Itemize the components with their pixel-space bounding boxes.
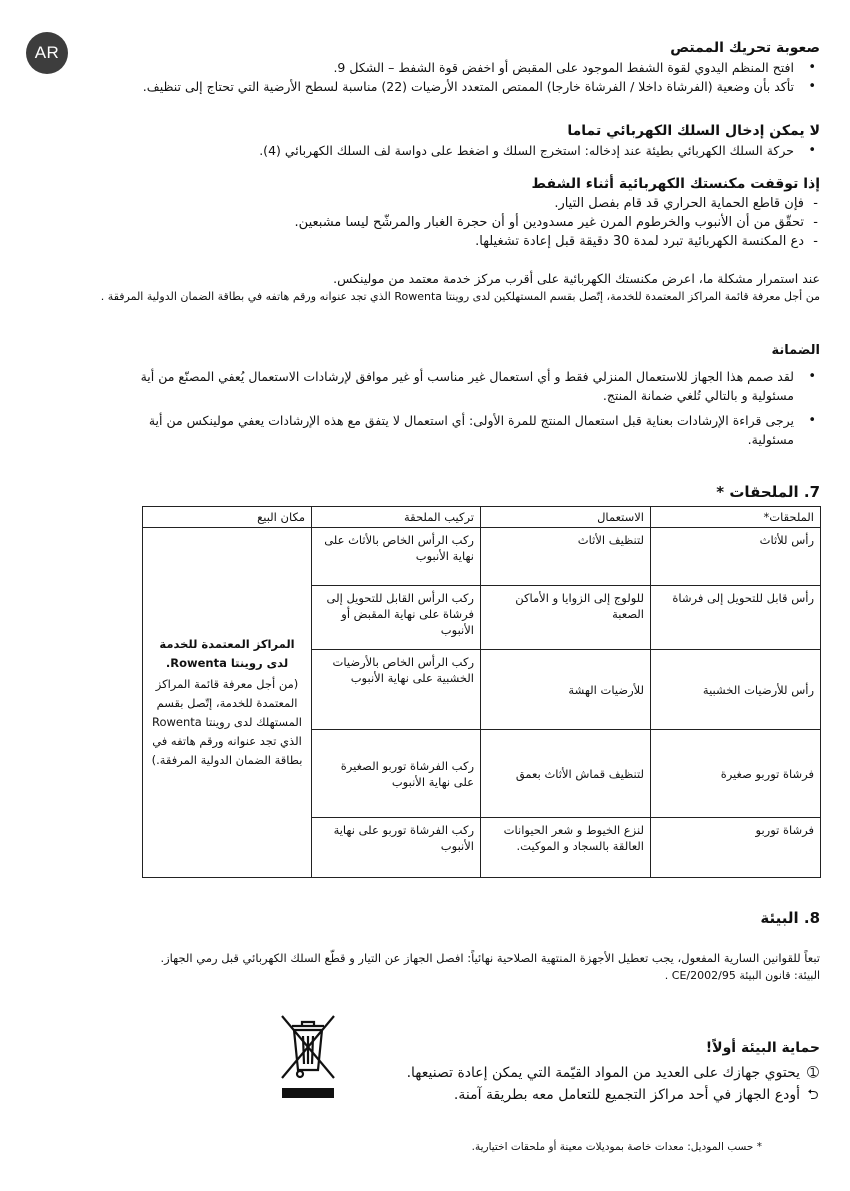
- fitting-cell: ركب الرأس الخاص بالأثاث على نهاية الأنبوب: [312, 528, 481, 586]
- column-header: الملحقات*: [651, 507, 821, 528]
- accessory-cell: رأس للأرضيات الخشبية: [651, 650, 821, 730]
- section-protect-environment: [350, 1038, 820, 1106]
- accessory-cell: فرشاة توربو صغيرة: [651, 730, 821, 818]
- section-vacuum-stops: [100, 174, 820, 251]
- section-title: إذا توقفت مكنستك الكهربائية أثناء الشفط: [531, 176, 820, 192]
- section-title: حماية البيئة أولاً!: [705, 1040, 820, 1056]
- column-header: الاستعمال: [481, 507, 651, 528]
- table-header-row: [143, 507, 821, 528]
- fitting-cell: ركب الفرشاة توربو الصغيرة على نهاية الأنبوب: [312, 730, 481, 818]
- usage-cell: لتنظيف قماش الأثاث بعمق: [481, 730, 651, 818]
- list-item: - فإن قاطع الحماية الحراري قد قام بفصل التيار.: [100, 194, 820, 213]
- column-header: تركيب الملحقة: [312, 507, 481, 528]
- table-row: [143, 528, 821, 586]
- accessories-table: [142, 506, 821, 878]
- environment-law: البيئة: قانون البيئة 2002/95/CE .: [664, 969, 820, 982]
- fitting-cell: ركب الرأس القابل للتحويل إلى فرشاة على نهاية المقبض أو الأنبوب: [312, 586, 481, 650]
- section-title: 8. البيئة: [760, 909, 820, 927]
- list-item: - تحقّق من أن الأنبوب والخرطوم المرن غير مسدودين أو أن حجرة الغبار والمرشّح ليسا مشبعين.: [100, 213, 820, 232]
- section-suction-difficulty: [100, 38, 820, 96]
- service-info: [100, 270, 820, 305]
- recycle-info-icon: ➀: [807, 1065, 819, 1081]
- section-environment-header: [100, 908, 820, 928]
- seller-text: (من أجل معرفة قائمة المراكز المعتمدة للخدمة، إتّصل بقسم المستهلك لدى روينتا Rowenta الذي تجد عنوانه ورقم هاتفه في بطاقة الضمان الدولية المرفقة.): [151, 677, 303, 767]
- list-item: • يرجى قراءة الإرشادات بعناية قبل استعمال المنتج للمرة الأولى: أي استعمال لا يتفق مع هذه الإرشادات يعفي مولينكس من أية مسئولية.: [100, 411, 820, 449]
- bullet-list: [100, 141, 820, 160]
- usage-cell: للولوج إلى الزوايا و الأماكن الصعبة: [481, 586, 651, 650]
- section-title: 7. الملحقات *: [716, 483, 820, 501]
- section-warranty: [100, 341, 820, 449]
- bullet-list: [100, 58, 820, 96]
- section-cord-rewind: [100, 121, 820, 160]
- fitting-cell: ركب الرأس الخاص بالأرضيات الخشبية على نهاية الأنبوب: [312, 650, 481, 730]
- fitting-cell: ركب الفرشاة توربو على نهاية الأنبوب: [312, 818, 481, 878]
- section-accessories-header: [100, 482, 820, 502]
- usage-cell: للأرضيات الهشة: [481, 650, 651, 730]
- footnote: * حسب الموديل: معدات خاصة بموديلات معينة أو ملحقات اختيارية.: [471, 1141, 762, 1153]
- dash-list: [100, 194, 820, 251]
- recycle-text: يحتوي جهازك على العديد من المواد القيّمة التي يمكن إعادة تصنيعها.: [406, 1065, 800, 1081]
- accessory-cell: رأس قابل للتحويل إلى فرشاة: [651, 586, 821, 650]
- usage-cell: لتنظيف الأثاث: [481, 528, 651, 586]
- environment-text: تبعاً للقوانين السارية المفعول، يجب تعطيل الأجهزة المنتهية الصلاحية نهائياً: افصل الجهاز عن التيار و قطّع السلك الكهربائي قبل رمي الجهاز.: [160, 951, 820, 965]
- section-title: صعوبة تحريك الممتص: [670, 40, 820, 56]
- language-badge: AR: [26, 32, 68, 74]
- service-text: عند استمرار مشكلة ما، اعرض مكنستك الكهربائية على أقرب مركز خدمة معتمد من مولينكس.: [333, 271, 820, 286]
- point-of-sale-cell: [143, 528, 312, 878]
- accessory-cell: رأس للأثاث: [651, 528, 821, 586]
- section-title: الضمانة: [771, 343, 820, 358]
- collection-text: أودع الجهاز في أحد مراكز التجميع للتعامل معه بطريقة آمنة.: [453, 1087, 800, 1103]
- column-header: مكان البيع: [143, 507, 312, 528]
- bullet-list: [100, 367, 820, 449]
- section-title: لا يمكن إدخال السلك الكهربائي تماما: [567, 123, 820, 139]
- return-arrow-icon: ⮌: [807, 1087, 819, 1103]
- service-contact-text: من أجل معرفة قائمة المراكز المعتمدة للخدمة، إتّصل بقسم المستهلكين لدى روينتا Rowenta الذي تجد عنوانه ورقم هاتفه في بطاقة الضمان الدولية المرفقة .: [100, 290, 820, 303]
- usage-cell: لنزع الخيوط و شعر الحيوانات العالقة بالسجاد و الموكيت.: [481, 818, 651, 878]
- accessory-cell: فرشاة توربو: [651, 818, 821, 878]
- recycle-line: [350, 1062, 820, 1084]
- crossed-out-bin-icon: [278, 1012, 338, 1102]
- list-item: • حركة السلك الكهربائي بطيئة عند إدخاله: استخرج السلك و اضغط على دواسة لف السلك الكهربائي (4).: [100, 141, 820, 160]
- list-item: • لقد صمم هذا الجهاز للاستعمال المنزلي فقط و أي استعمال غير مناسب أو غير موافق لإرشادات الاستعمال يُعفي المصنّع من أية مسئولية و بالتالي تُلغي ضمانة المنتج.: [100, 367, 820, 405]
- environment-text-block: [100, 950, 820, 984]
- list-item: - دع المكنسة الكهربائية تبرد لمدة 30 دقيقة قبل إعادة تشغيلها.: [100, 232, 820, 251]
- collection-line: [350, 1084, 820, 1106]
- list-item: • تأكد بأن وضعية (الفرشاة داخلا / الفرشاة خارجا) الممتص المتعدد الأرضيات (22) مناسبة لسطح الأرضية التي تحتاج إلى تنظيف.: [100, 77, 820, 96]
- list-item: • افتح المنظم اليدوي لقوة الشفط الموجود على المقبض أو اخفض قوة الشفط – الشكل 9.: [100, 58, 820, 77]
- seller-title: المراكز المعتمدة للخدمة لدى روينتا Rowenta.: [159, 637, 295, 670]
